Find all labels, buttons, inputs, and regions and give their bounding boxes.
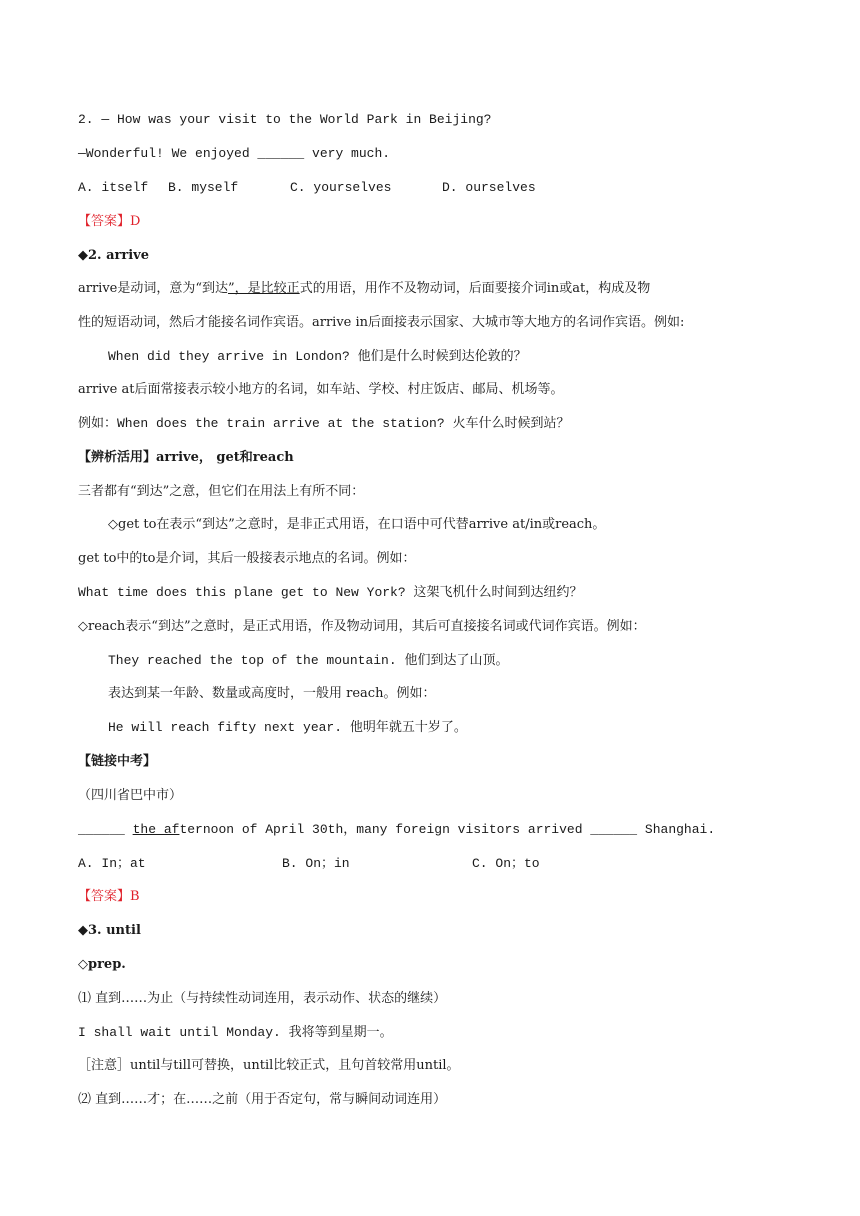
section-heading-until: ◆3. until (78, 923, 141, 938)
exam-question-rest: ternoon of April 30th，many foreign visitors arrived ______ Shanghai. (179, 822, 716, 837)
q2-option-b: B. myself (168, 180, 239, 195)
answer-key-label: 【答案】 (78, 889, 131, 904)
until-note: ［注意］until与till可替换，until比较正式，且句首较常用until。 (78, 1058, 460, 1073)
q2-answer-key (78, 213, 140, 231)
def-text-a: arrive是动词，意为“到达 (78, 281, 229, 296)
arrive-definition-line-1 (78, 280, 650, 298)
q2-answer-line: —Wonderful! We enjoyed ______ very much. (78, 146, 391, 161)
answer-key-label: 【答案】 (78, 214, 131, 229)
until-sense-1: ⑴ 直到……为止（与持续性动词连用，表示动作、状态的继续） (78, 991, 447, 1006)
get-to-usage: ◇get to在表示“到达”之意时，是非正式用语，在口语中可代替arrive at/in或reach。 (108, 517, 606, 532)
reach-example-1: They reached the top of the mountain. 他们到达了山顶。 (108, 653, 509, 668)
def-text-underlined: ”，是比较正 (228, 281, 300, 296)
until-example-1: I shall wait until Monday. 我将等到星期一。 (78, 1025, 393, 1040)
compare-intro: 三者都有“到达”之意，但它们在用法上有所不同： (78, 484, 365, 499)
q2-option-c: C. yourselves (290, 180, 392, 195)
q2-question: 2. — How was your visit to the World Park in Beijing? (78, 112, 492, 127)
exam-answer-key (78, 888, 140, 906)
exam-blank: ______ (78, 822, 125, 837)
reach-usage: ◇reach表示“到达”之意时，是正式用语，作及物动词用，其后可直接接名词或代词作宾语。例如： (78, 619, 646, 634)
exam-question (78, 821, 715, 839)
def-text-c: 式的用语，用作不及物动词，后面要接介词in或at，构成及物 (299, 281, 651, 296)
arrive-example-1: When did they arrive in London? 他们是什么时候到达伦敦的？ (108, 349, 527, 364)
until-prep-label: ◇prep. (78, 957, 126, 972)
answer-key-value: D (130, 214, 141, 229)
exam-option-a: A. In；at (78, 856, 146, 871)
arrive-definition-line-2: 性的短语动词，然后才能接名词作宾语。arrive in后面接表示国家、大城市等大地方的名词作宾语。例如: (78, 315, 685, 330)
get-to-example: What time does this plane get to New York? 这架飞机什么时间到达纽约？ (78, 585, 583, 600)
arrive-example-2: 例如：When does the train arrive at the station? 火车什么时候到站？ (78, 416, 570, 431)
section-heading-arrive: ◆2. arrive (78, 248, 149, 263)
exam-underlined: the af (132, 822, 180, 837)
section-heading-exam: 【链接中考】 (78, 754, 157, 769)
exam-option-b: B. On；in (282, 856, 350, 871)
until-sense-2: ⑵ 直到……才；在……之前（用于否定句，常与瞬间动词连用） (78, 1092, 447, 1107)
exam-source: （四川省巴中市） (78, 788, 183, 803)
q2-option-d: D. ourselves (442, 180, 536, 195)
reach-note: 表达到某一年龄、数量或高度时，一般用 reach。例如： (108, 686, 436, 701)
exam-option-c: C. On；to (472, 856, 540, 871)
reach-example-2: He will reach fifty next year. 他明年就五十岁了。 (108, 720, 467, 735)
arrive-at-note: arrive at后面常接表示较小地方的名词，如车站、学校、村庄饭店、邮局、机场等。 (78, 382, 564, 397)
answer-key-value: B (130, 889, 140, 904)
section-heading-compare: 【辨析活用】arrive， get和reach (78, 450, 294, 465)
get-to-note: get to中的to是介词，其后一般接表示地点的名词。例如： (78, 551, 416, 566)
q2-option-a: A. itself (78, 180, 149, 195)
